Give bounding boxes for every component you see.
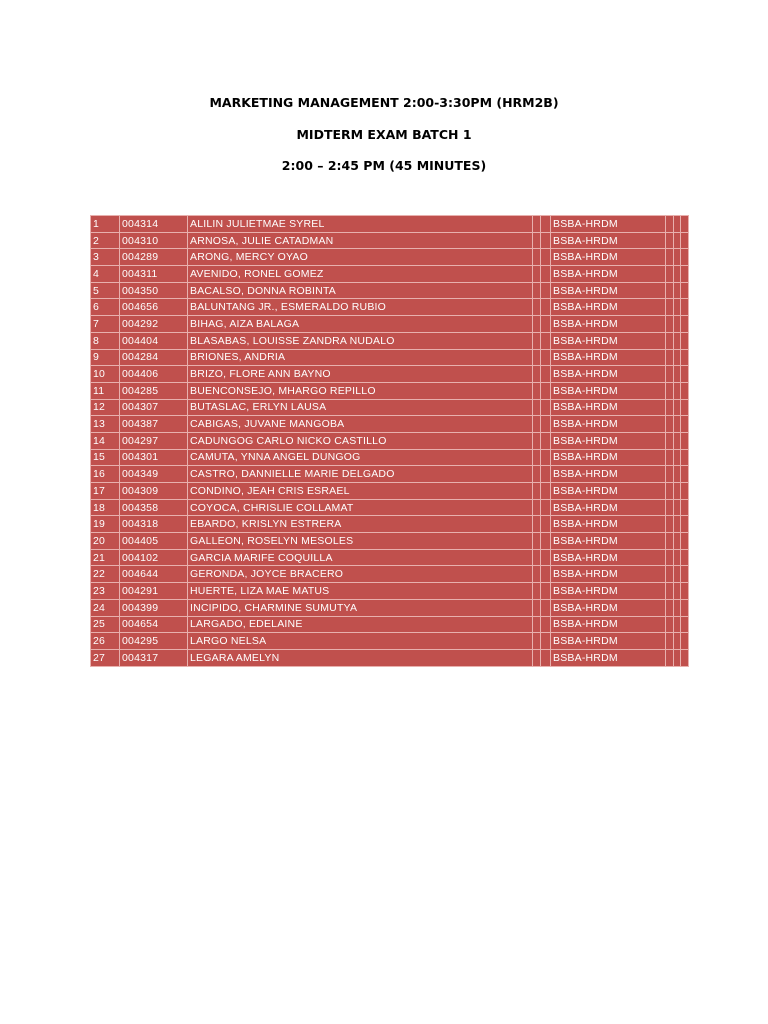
- row-number-cell: 23: [91, 583, 120, 600]
- empty-cell: [533, 499, 541, 516]
- empty-cell: [533, 599, 541, 616]
- empty-cell: [674, 616, 681, 633]
- program-cell: BSBA-HRDM: [551, 249, 666, 266]
- empty-cell: [533, 316, 541, 333]
- program-cell: BSBA-HRDM: [551, 366, 666, 383]
- empty-cell: [541, 399, 551, 416]
- empty-cell: [674, 499, 681, 516]
- empty-cell: [681, 616, 689, 633]
- program-cell: BSBA-HRDM: [551, 349, 666, 366]
- student-id-cell: 004399: [120, 599, 188, 616]
- student-id-cell: 004406: [120, 366, 188, 383]
- student-id-cell: 004405: [120, 533, 188, 550]
- student-name-cell: BACALSO, DONNA ROBINTA: [188, 282, 533, 299]
- student-name-cell: GERONDA, JOYCE BRACERO: [188, 566, 533, 583]
- empty-cell: [674, 299, 681, 316]
- table-row: [91, 349, 689, 366]
- empty-cell: [674, 466, 681, 483]
- empty-cell: [541, 232, 551, 249]
- empty-cell: [533, 449, 541, 466]
- empty-cell: [674, 382, 681, 399]
- row-number-cell: 16: [91, 466, 120, 483]
- program-cell: BSBA-HRDM: [551, 449, 666, 466]
- empty-cell: [666, 649, 674, 666]
- empty-cell: [533, 216, 541, 233]
- student-name-cell: ARNOSA, JULIE CATADMAN: [188, 232, 533, 249]
- empty-cell: [674, 232, 681, 249]
- empty-cell: [666, 516, 674, 533]
- student-id-cell: 004292: [120, 316, 188, 333]
- student-id-cell: 004311: [120, 266, 188, 283]
- table-row: [91, 249, 689, 266]
- program-cell: BSBA-HRDM: [551, 599, 666, 616]
- empty-cell: [674, 533, 681, 550]
- empty-cell: [674, 249, 681, 266]
- row-number-cell: 27: [91, 649, 120, 666]
- empty-cell: [666, 332, 674, 349]
- student-name-cell: CASTRO, DANNIELLE MARIE DELGADO: [188, 466, 533, 483]
- empty-cell: [666, 349, 674, 366]
- table-row: [91, 516, 689, 533]
- empty-cell: [666, 266, 674, 283]
- program-cell: BSBA-HRDM: [551, 516, 666, 533]
- table-row: [91, 216, 689, 233]
- student-id-cell: 004349: [120, 466, 188, 483]
- table-row: [91, 432, 689, 449]
- empty-cell: [666, 316, 674, 333]
- empty-cell: [681, 232, 689, 249]
- empty-cell: [666, 616, 674, 633]
- empty-cell: [674, 366, 681, 383]
- row-number-cell: 2: [91, 232, 120, 249]
- empty-cell: [541, 449, 551, 466]
- empty-cell: [666, 466, 674, 483]
- program-cell: BSBA-HRDM: [551, 649, 666, 666]
- empty-cell: [674, 583, 681, 600]
- student-id-cell: 004301: [120, 449, 188, 466]
- table-row: [91, 232, 689, 249]
- empty-cell: [681, 416, 689, 433]
- empty-cell: [533, 282, 541, 299]
- empty-cell: [541, 549, 551, 566]
- empty-cell: [541, 649, 551, 666]
- table-row: [91, 599, 689, 616]
- empty-cell: [666, 282, 674, 299]
- student-name-cell: BUTASLAC, ERLYN LAUSA: [188, 399, 533, 416]
- empty-cell: [533, 516, 541, 533]
- row-number-cell: 6: [91, 299, 120, 316]
- empty-cell: [681, 399, 689, 416]
- empty-cell: [681, 349, 689, 366]
- student-name-cell: CABIGAS, JUVANE MANGOBA: [188, 416, 533, 433]
- table-row: [91, 649, 689, 666]
- empty-cell: [533, 649, 541, 666]
- document-subtitle: MIDTERM EXAM BATCH 1: [296, 127, 472, 142]
- empty-cell: [533, 332, 541, 349]
- table-row: [91, 266, 689, 283]
- student-id-cell: 004314: [120, 216, 188, 233]
- empty-cell: [541, 216, 551, 233]
- empty-cell: [674, 449, 681, 466]
- student-name-cell: AVENIDO, RONEL GOMEZ: [188, 266, 533, 283]
- student-id-cell: 004644: [120, 566, 188, 583]
- empty-cell: [533, 349, 541, 366]
- empty-cell: [674, 282, 681, 299]
- student-id-cell: 004358: [120, 499, 188, 516]
- student-name-cell: CADUNGOG CARLO NICKO CASTILLO: [188, 432, 533, 449]
- program-cell: BSBA-HRDM: [551, 549, 666, 566]
- empty-cell: [533, 249, 541, 266]
- empty-cell: [666, 599, 674, 616]
- empty-cell: [674, 633, 681, 650]
- student-name-cell: INCIPIDO, CHARMINE SUMUTYA: [188, 599, 533, 616]
- empty-cell: [541, 266, 551, 283]
- empty-cell: [533, 466, 541, 483]
- row-number-cell: 7: [91, 316, 120, 333]
- empty-cell: [541, 516, 551, 533]
- student-name-cell: EBARDO, KRISLYN ESTRERA: [188, 516, 533, 533]
- empty-cell: [681, 649, 689, 666]
- student-id-cell: 004350: [120, 282, 188, 299]
- empty-cell: [681, 216, 689, 233]
- empty-cell: [533, 583, 541, 600]
- row-number-cell: 24: [91, 599, 120, 616]
- student-name-cell: ARONG, MERCY OYAO: [188, 249, 533, 266]
- student-id-cell: 004297: [120, 432, 188, 449]
- empty-cell: [541, 499, 551, 516]
- empty-cell: [541, 533, 551, 550]
- empty-cell: [541, 249, 551, 266]
- program-cell: BSBA-HRDM: [551, 466, 666, 483]
- row-number-cell: 22: [91, 566, 120, 583]
- empty-cell: [666, 366, 674, 383]
- row-number-cell: 5: [91, 282, 120, 299]
- row-number-cell: 11: [91, 382, 120, 399]
- program-cell: BSBA-HRDM: [551, 282, 666, 299]
- row-number-cell: 20: [91, 533, 120, 550]
- roster-body: [91, 216, 689, 667]
- row-number-cell: 12: [91, 399, 120, 416]
- empty-cell: [541, 633, 551, 650]
- empty-cell: [674, 349, 681, 366]
- program-cell: BSBA-HRDM: [551, 216, 666, 233]
- student-id-cell: 004318: [120, 516, 188, 533]
- table-row: [91, 566, 689, 583]
- empty-cell: [533, 299, 541, 316]
- table-row: [91, 316, 689, 333]
- table-row: [91, 282, 689, 299]
- empty-cell: [674, 483, 681, 500]
- program-cell: BSBA-HRDM: [551, 432, 666, 449]
- empty-cell: [674, 549, 681, 566]
- table-row: [91, 633, 689, 650]
- table-row: [91, 449, 689, 466]
- document-title: MARKETING MANAGEMENT 2:00-3:30PM (HRM2B): [209, 95, 559, 110]
- student-name-cell: BRIONES, ANDRIA: [188, 349, 533, 366]
- empty-cell: [681, 633, 689, 650]
- empty-cell: [681, 282, 689, 299]
- empty-cell: [674, 332, 681, 349]
- row-number-cell: 18: [91, 499, 120, 516]
- empty-cell: [666, 416, 674, 433]
- program-cell: BSBA-HRDM: [551, 232, 666, 249]
- table-row: [91, 366, 689, 383]
- student-name-cell: CONDINO, JEAH CRIS ESRAEL: [188, 483, 533, 500]
- empty-cell: [666, 216, 674, 233]
- empty-cell: [674, 566, 681, 583]
- student-name-cell: GALLEON, ROSELYN MESOLES: [188, 533, 533, 550]
- empty-cell: [541, 566, 551, 583]
- program-cell: BSBA-HRDM: [551, 332, 666, 349]
- empty-cell: [541, 382, 551, 399]
- empty-cell: [681, 382, 689, 399]
- student-id-cell: 004310: [120, 232, 188, 249]
- student-id-cell: 004295: [120, 633, 188, 650]
- student-id-cell: 004387: [120, 416, 188, 433]
- program-cell: BSBA-HRDM: [551, 399, 666, 416]
- student-name-cell: BIHAG, AIZA BALAGA: [188, 316, 533, 333]
- empty-cell: [533, 533, 541, 550]
- empty-cell: [674, 316, 681, 333]
- student-name-cell: ALILIN JULIETMAE SYREL: [188, 216, 533, 233]
- empty-cell: [681, 516, 689, 533]
- student-name-cell: BRIZO, FLORE ANN BAYNO: [188, 366, 533, 383]
- empty-cell: [541, 599, 551, 616]
- empty-cell: [666, 232, 674, 249]
- empty-cell: [666, 583, 674, 600]
- table-row: [91, 382, 689, 399]
- table-row: [91, 499, 689, 516]
- program-cell: BSBA-HRDM: [551, 499, 666, 516]
- empty-cell: [541, 583, 551, 600]
- empty-cell: [681, 583, 689, 600]
- empty-cell: [666, 549, 674, 566]
- empty-cell: [666, 432, 674, 449]
- student-name-cell: GARCIA MARIFE COQUILLA: [188, 549, 533, 566]
- empty-cell: [681, 533, 689, 550]
- student-id-cell: 004317: [120, 649, 188, 666]
- empty-cell: [674, 266, 681, 283]
- row-number-cell: 10: [91, 366, 120, 383]
- row-number-cell: 13: [91, 416, 120, 433]
- row-number-cell: 4: [91, 266, 120, 283]
- empty-cell: [541, 332, 551, 349]
- empty-cell: [674, 599, 681, 616]
- empty-cell: [541, 416, 551, 433]
- program-cell: BSBA-HRDM: [551, 416, 666, 433]
- empty-cell: [666, 533, 674, 550]
- empty-cell: [533, 416, 541, 433]
- program-cell: BSBA-HRDM: [551, 533, 666, 550]
- empty-cell: [681, 299, 689, 316]
- empty-cell: [666, 299, 674, 316]
- empty-cell: [681, 466, 689, 483]
- empty-cell: [666, 499, 674, 516]
- empty-cell: [533, 549, 541, 566]
- program-cell: BSBA-HRDM: [551, 583, 666, 600]
- student-id-cell: 004102: [120, 549, 188, 566]
- empty-cell: [681, 499, 689, 516]
- empty-cell: [666, 566, 674, 583]
- row-number-cell: 15: [91, 449, 120, 466]
- student-name-cell: LEGARA AMELYN: [188, 649, 533, 666]
- table-row: [91, 332, 689, 349]
- empty-cell: [674, 649, 681, 666]
- student-id-cell: 004404: [120, 332, 188, 349]
- empty-cell: [681, 316, 689, 333]
- table-row: [91, 483, 689, 500]
- empty-cell: [681, 266, 689, 283]
- empty-cell: [533, 633, 541, 650]
- empty-cell: [541, 616, 551, 633]
- empty-cell: [541, 316, 551, 333]
- empty-cell: [533, 483, 541, 500]
- program-cell: BSBA-HRDM: [551, 633, 666, 650]
- table-row: [91, 399, 689, 416]
- row-number-cell: 17: [91, 483, 120, 500]
- empty-cell: [681, 599, 689, 616]
- empty-cell: [681, 449, 689, 466]
- empty-cell: [681, 332, 689, 349]
- row-number-cell: 21: [91, 549, 120, 566]
- empty-cell: [533, 566, 541, 583]
- empty-cell: [681, 366, 689, 383]
- student-name-cell: LARGADO, EDELAINE: [188, 616, 533, 633]
- table-row: [91, 616, 689, 633]
- empty-cell: [681, 249, 689, 266]
- empty-cell: [533, 432, 541, 449]
- empty-cell: [541, 349, 551, 366]
- table-row: [91, 299, 689, 316]
- empty-cell: [541, 483, 551, 500]
- student-name-cell: BLASABAS, LOUISSE ZANDRA NUDALO: [188, 332, 533, 349]
- empty-cell: [541, 282, 551, 299]
- student-id-cell: 004656: [120, 299, 188, 316]
- empty-cell: [533, 382, 541, 399]
- empty-cell: [666, 399, 674, 416]
- program-cell: BSBA-HRDM: [551, 266, 666, 283]
- row-number-cell: 8: [91, 332, 120, 349]
- program-cell: BSBA-HRDM: [551, 299, 666, 316]
- student-roster-table: [90, 215, 689, 667]
- table-row: [91, 549, 689, 566]
- student-id-cell: 004309: [120, 483, 188, 500]
- empty-cell: [666, 483, 674, 500]
- empty-cell: [533, 616, 541, 633]
- empty-cell: [666, 382, 674, 399]
- row-number-cell: 19: [91, 516, 120, 533]
- empty-cell: [666, 249, 674, 266]
- empty-cell: [681, 432, 689, 449]
- program-cell: BSBA-HRDM: [551, 616, 666, 633]
- program-cell: BSBA-HRDM: [551, 566, 666, 583]
- table-row: [91, 416, 689, 433]
- student-name-cell: CAMUTA, YNNA ANGEL DUNGOG: [188, 449, 533, 466]
- student-name-cell: COYOCA, CHRISLIE COLLAMAT: [188, 499, 533, 516]
- empty-cell: [666, 449, 674, 466]
- student-id-cell: 004291: [120, 583, 188, 600]
- empty-cell: [681, 549, 689, 566]
- empty-cell: [533, 232, 541, 249]
- student-id-cell: 004654: [120, 616, 188, 633]
- exam-time: 2:00 – 2:45 PM (45 MINUTES): [281, 158, 487, 173]
- empty-cell: [541, 466, 551, 483]
- table-row: [91, 583, 689, 600]
- empty-cell: [674, 516, 681, 533]
- empty-cell: [541, 366, 551, 383]
- student-name-cell: LARGO NELSA: [188, 633, 533, 650]
- program-cell: BSBA-HRDM: [551, 382, 666, 399]
- student-id-cell: 004307: [120, 399, 188, 416]
- empty-cell: [533, 366, 541, 383]
- program-cell: BSBA-HRDM: [551, 316, 666, 333]
- empty-cell: [674, 216, 681, 233]
- row-number-cell: 25: [91, 616, 120, 633]
- empty-cell: [666, 633, 674, 650]
- row-number-cell: 26: [91, 633, 120, 650]
- empty-cell: [533, 399, 541, 416]
- row-number-cell: 1: [91, 216, 120, 233]
- student-id-cell: 004285: [120, 382, 188, 399]
- student-id-cell: 004289: [120, 249, 188, 266]
- student-name-cell: HUERTE, LIZA MAE MATUS: [188, 583, 533, 600]
- student-id-cell: 004284: [120, 349, 188, 366]
- empty-cell: [674, 416, 681, 433]
- student-name-cell: BUENCONSEJO, MHARGO REPILLO: [188, 382, 533, 399]
- empty-cell: [533, 266, 541, 283]
- empty-cell: [681, 483, 689, 500]
- row-number-cell: 9: [91, 349, 120, 366]
- row-number-cell: 14: [91, 432, 120, 449]
- program-cell: BSBA-HRDM: [551, 483, 666, 500]
- empty-cell: [674, 399, 681, 416]
- student-name-cell: BALUNTANG JR., ESMERALDO RUBIO: [188, 299, 533, 316]
- empty-cell: [681, 566, 689, 583]
- empty-cell: [674, 432, 681, 449]
- row-number-cell: 3: [91, 249, 120, 266]
- table-row: [91, 533, 689, 550]
- empty-cell: [541, 299, 551, 316]
- table-row: [91, 466, 689, 483]
- empty-cell: [541, 432, 551, 449]
